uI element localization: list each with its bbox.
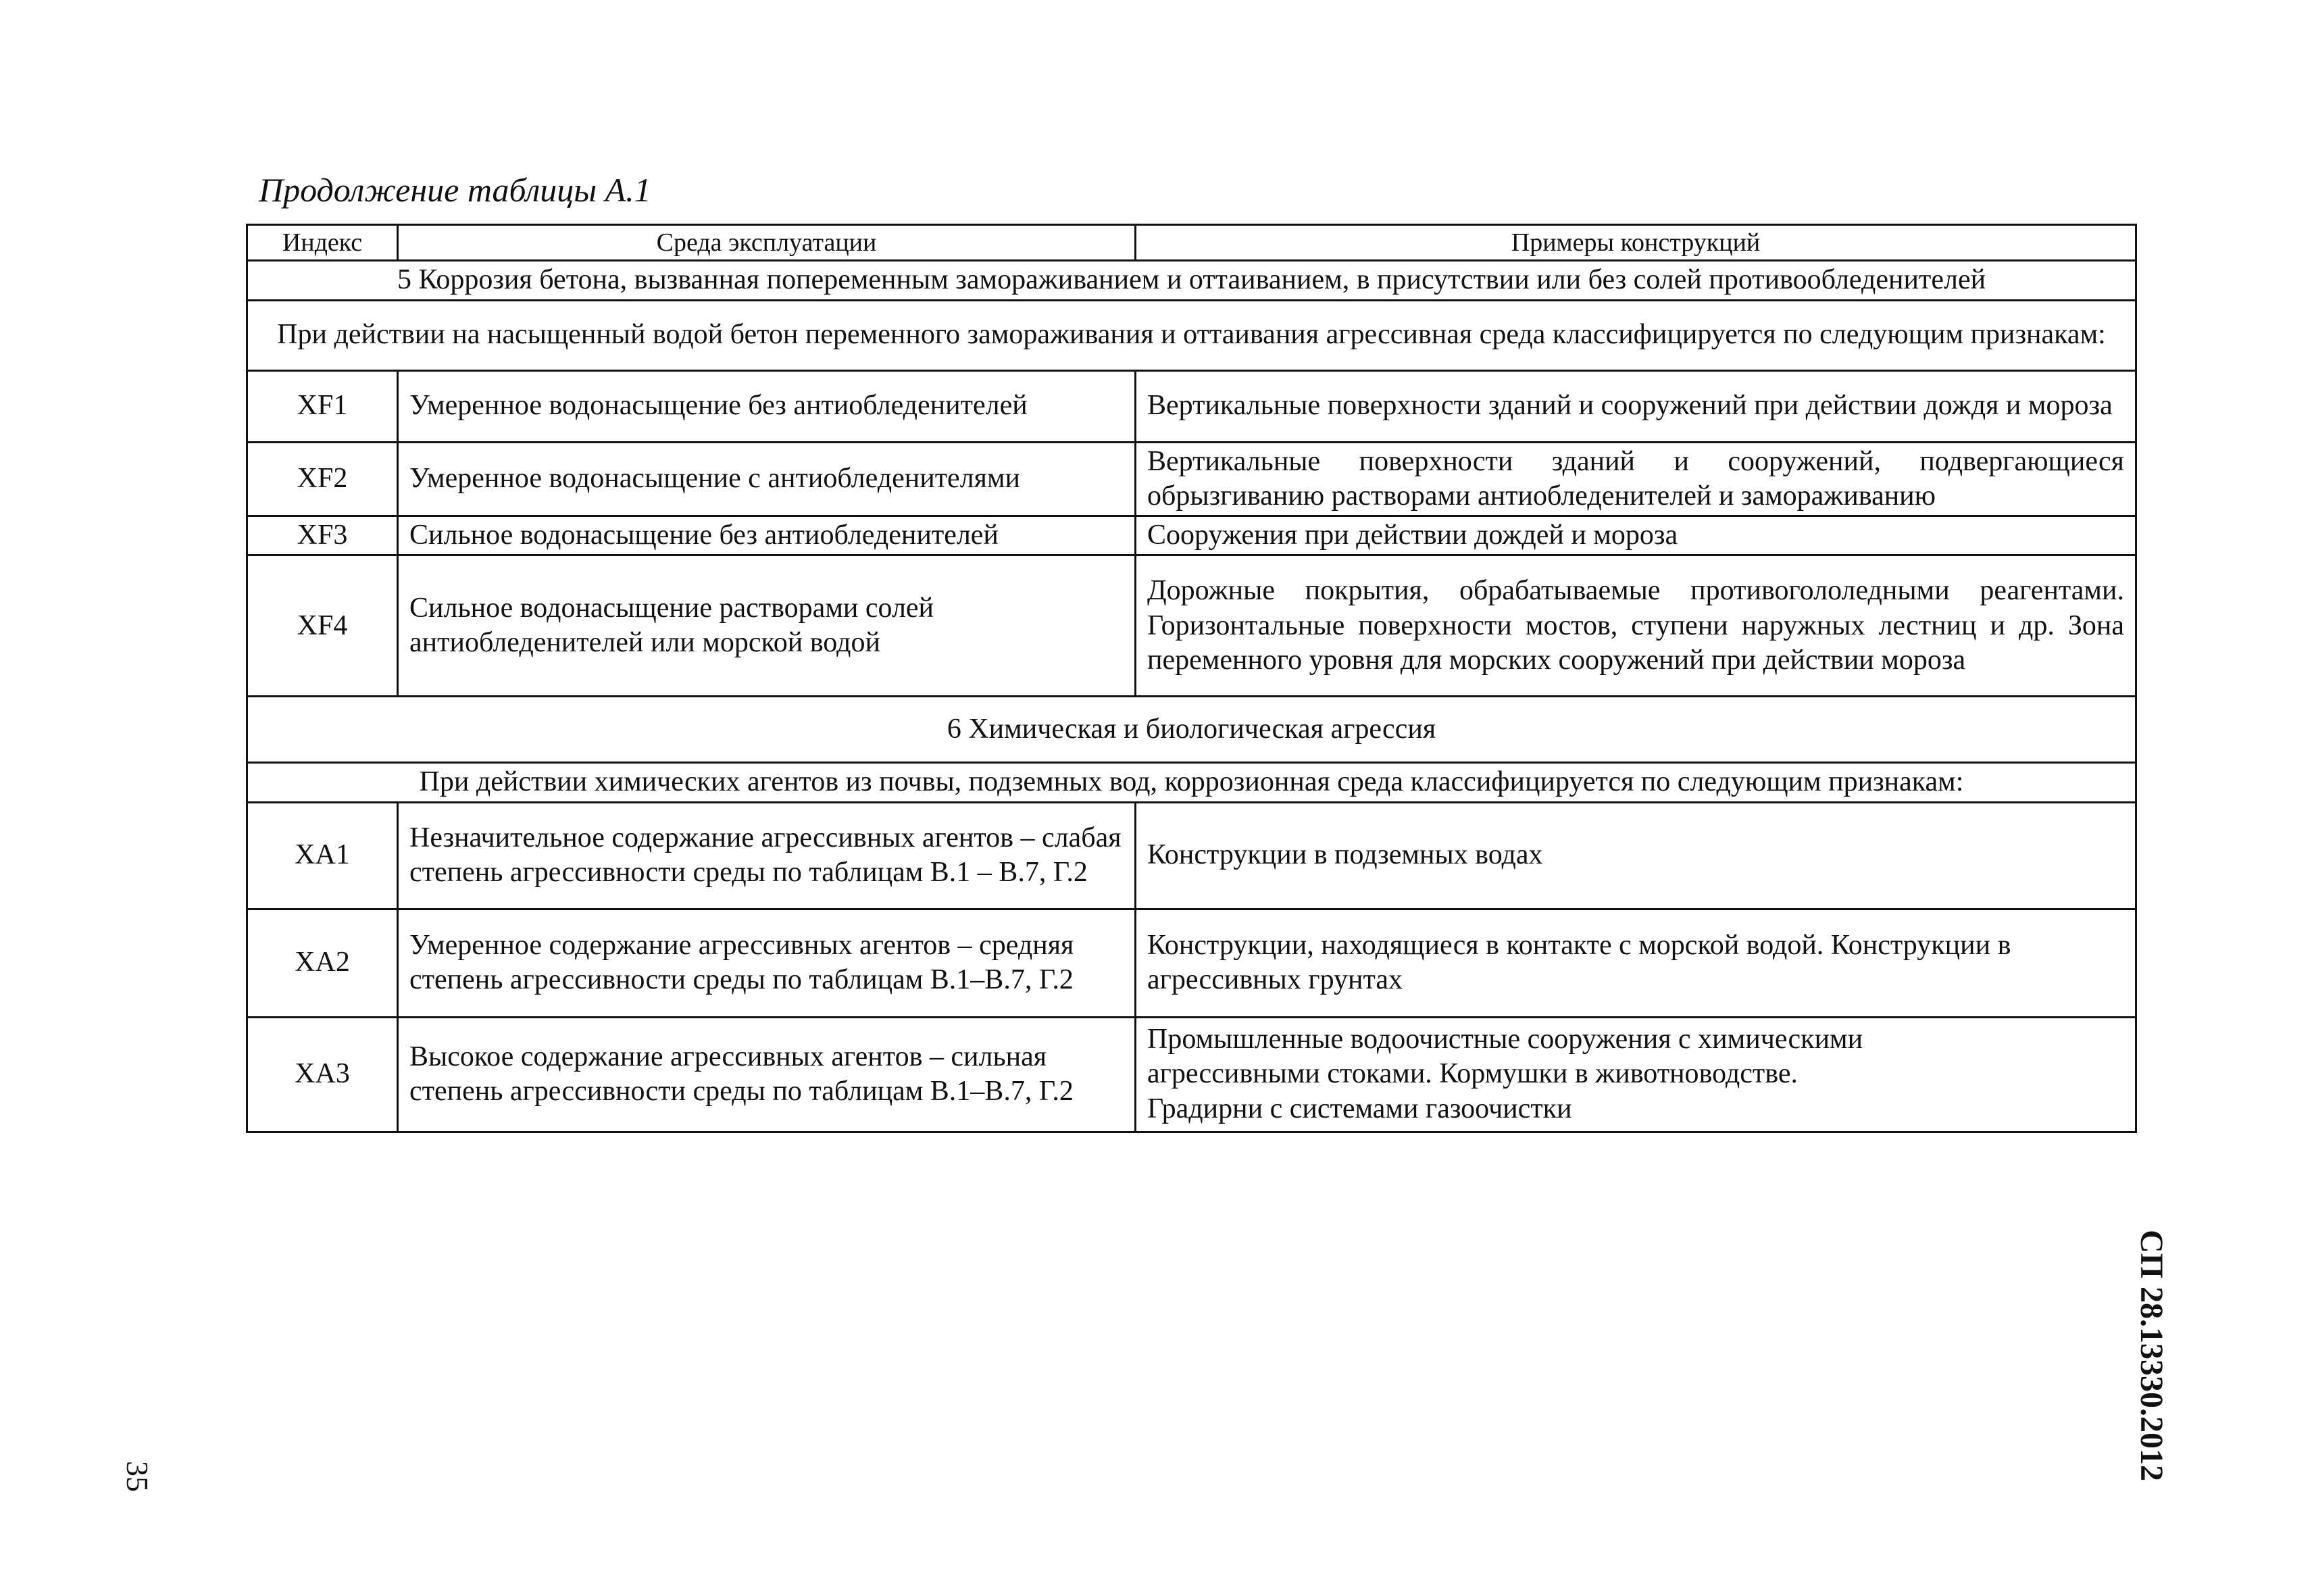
classification-table [246,224,2137,1133]
row-index: XF3 [247,516,398,555]
table-header-row [247,225,2136,261]
row-examples: Конструкции в подземных водах [1136,802,2136,909]
page-number: 35 [120,1461,155,1492]
row-index: XF4 [247,555,398,697]
table-row [247,555,2136,697]
section-6-title: 6 Химическая и биологическая агрессия [247,697,2136,763]
row-index: XF2 [247,442,398,516]
row-index: XA3 [247,1017,398,1132]
table-row [247,442,2136,516]
row-examples [1136,1017,2136,1132]
row-environment: Умеренное водонасыщение с антиобледенителями [398,442,1136,516]
row-examples: Вертикальные поверхности зданий и сооружений, подвергающиеся обрызгиванию растворами антиобледенителей и замораживанию [1136,442,2136,516]
table-row [247,370,2136,442]
row-index: XF1 [247,370,398,442]
row-examples: Сооружения при действии дождей и мороза [1136,516,2136,555]
header-environment: Среда эксплуатации [398,225,1136,261]
section-5-title-row [247,261,2136,300]
header-index: Индекс [247,225,398,261]
section-5-note-row [247,300,2136,370]
section-5-note: При действии на насыщенный водой бетон переменного замораживания и оттаивания агрессивная среда классифицируется по следующим признакам: [247,300,2136,370]
row-examples: Дорожные покрытия, обрабатываемые противогололедными реагентами. Горизонтальные поверхности мостов, ступени наружных лестниц и др. Зона переменного уровня для морских сооружений при действии мороза [1136,555,2136,697]
row-environment: Сильное водонасыщение без антиобледенителей [398,516,1136,555]
row-index: XA1 [247,802,398,909]
table-caption: Продолжение таблицы А.1 [259,171,651,209]
row-examples-line: Промышленные водоочистные сооружения с химическими [1147,1024,1863,1055]
table-row [247,1017,2136,1132]
row-examples-line: агрессивными стоками. Кормушки в животноводстве. [1147,1058,1798,1090]
row-environment: Незначительное содержание агрессивных агентов – слабая степень агрессивности среды по таблицам В.1 – В.7, Г.2 [398,802,1136,909]
document-code: СП 28.13330.2012 [2134,1230,2169,1481]
row-environment: Сильное водонасыщение растворами солей антиобледенителей или морской водой [398,555,1136,697]
section-6-title-row [247,697,2136,763]
table-row [247,909,2136,1017]
row-environment: Умеренное водонасыщение без антиобледенителей [398,370,1136,442]
row-examples: Конструкции, находящиеся в контакте с морской водой. Конструкции в агрессивных грунтах [1136,909,2136,1017]
row-environment: Умеренное содержание агрессивных агентов – средняя степень агрессивности среды по таблицам В.1–В.7, Г.2 [398,909,1136,1017]
row-examples: Вертикальные поверхности зданий и сооружений при действии дождя и мороза [1136,370,2136,442]
section-6-note: При действии химических агентов из почвы, подземных вод, коррозионная среда классифицируется по следующим признакам: [247,763,2136,802]
header-examples: Примеры конструкций [1136,225,2136,261]
row-examples-line: Градирни с системами газоочистки [1147,1093,1572,1124]
table-row [247,516,2136,555]
row-environment: Высокое содержание агрессивных агентов – сильная степень агрессивности среды по таблицам В.1–В.7, Г.2 [398,1017,1136,1132]
section-6-note-row [247,763,2136,802]
section-5-title: 5 Коррозия бетона, вызванная попеременным замораживанием и оттаиванием, в присутствии или без солей противообледенителей [247,261,2136,300]
row-index: XA2 [247,909,398,1017]
table-row [247,802,2136,909]
